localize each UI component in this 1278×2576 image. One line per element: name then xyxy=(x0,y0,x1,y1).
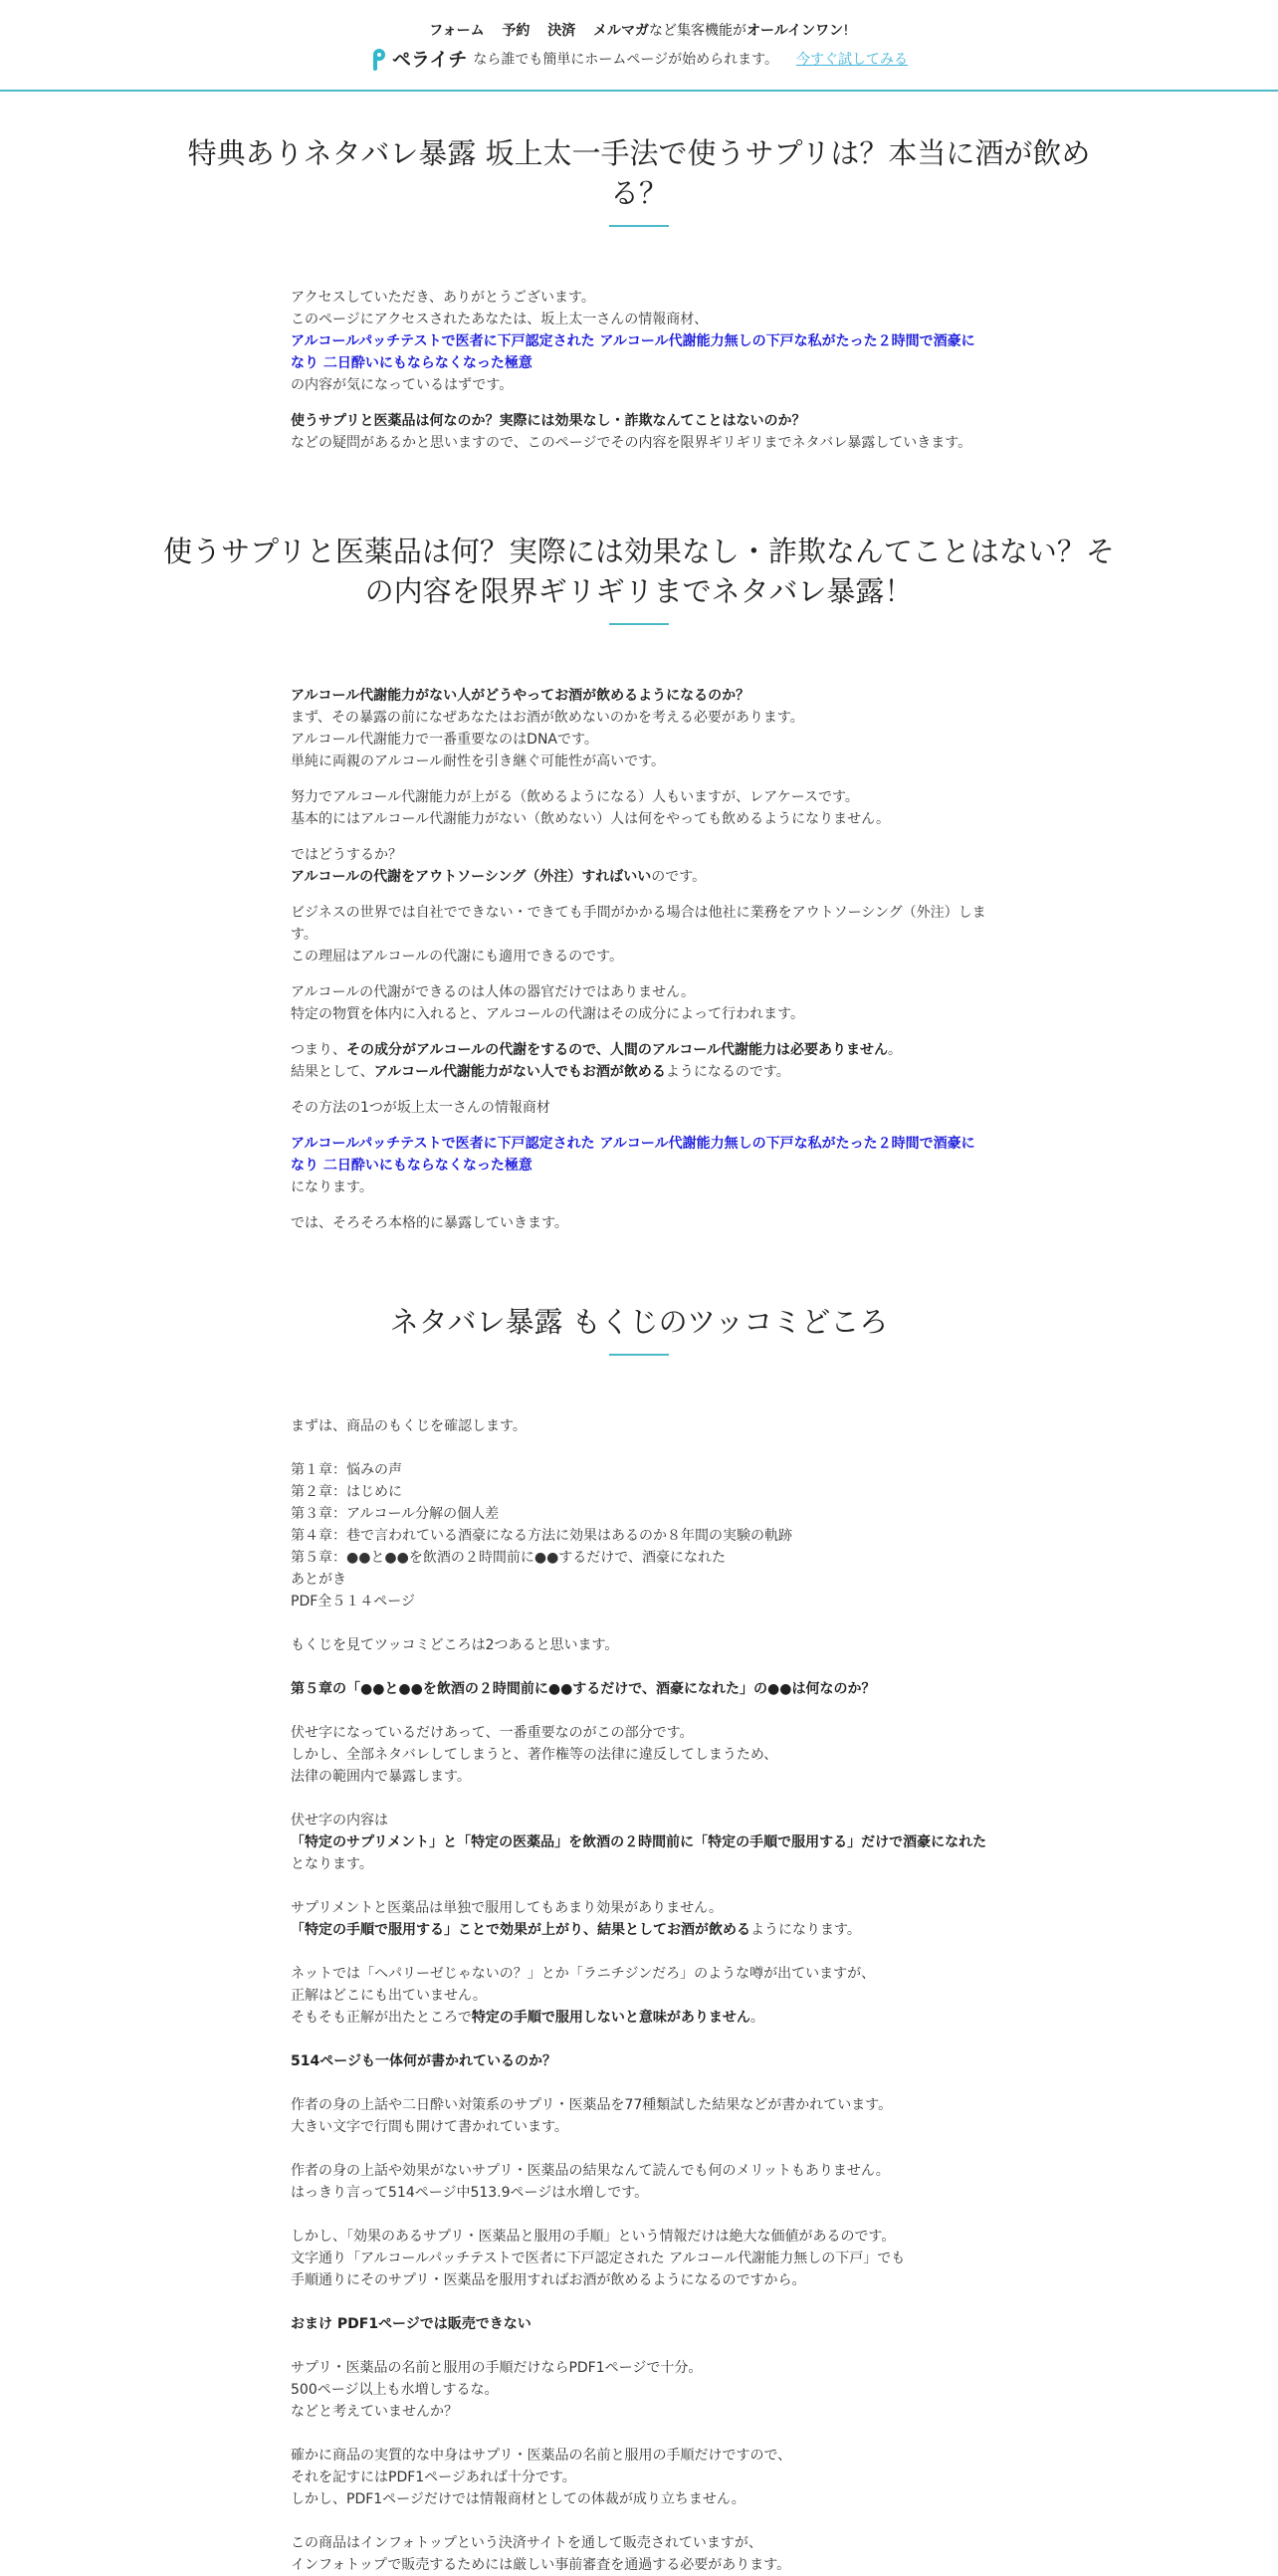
reveal-text-tail: のです。 xyxy=(651,869,707,885)
toc-text: しかし、PDF1ページだけでは情報商材としての体裁が成り立ちません。 xyxy=(291,2491,746,2507)
toc-text: 伏せ字になっているだけあって、一番重要なのがこの部分です。 xyxy=(291,1725,694,1741)
intro-interest: の内容が気になっているはずです。 xyxy=(291,377,514,393)
intro-question: 使うサプリと医薬品は何なのか？実際には効果なし・詐欺なんてことはないのか？ xyxy=(291,413,806,429)
reveal-text xyxy=(291,866,987,888)
reveal-text: では、そろそろ本格的に暴露していきます。 xyxy=(291,1215,568,1231)
toc-item: PDF全５１４ページ xyxy=(291,1594,415,1610)
reveal-text: ではどうするか？ xyxy=(291,847,402,863)
product-link[interactable]: アルコールパッチテストで医者に下戸認定された アルコール代謝能力無しの下戸な私がたった２時間で酒豪になり 二日酔いにもならなくなった極意 xyxy=(291,333,975,371)
intro-section xyxy=(291,287,987,454)
banner-feature-payment: 決済 xyxy=(547,23,576,39)
toc-text: 正解はどこにも出ていません。 xyxy=(291,1988,487,2004)
reveal-text: アルコール代謝能力で一番重要なのはDNAです。 xyxy=(291,732,598,748)
toc-text: 大きい文字で行間も開けて書かれています。 xyxy=(291,2119,568,2135)
toc-section xyxy=(291,1415,987,2576)
emphasis: 特定の手順で服用しないと意味がありません xyxy=(471,2010,750,2026)
banner-feature-mid: など集客機能が xyxy=(649,23,747,39)
toc-text: もくじを見てツッコミどころは2つあると思います。 xyxy=(291,1637,619,1653)
banner-tagline: なら誰でも簡単にホームページが始められます。 xyxy=(473,52,779,68)
try-now-link[interactable]: 今すぐ試してみる xyxy=(796,52,909,68)
toc-text: 文字通り「アルコールパッチテストで医者に下戸認定された アルコール代謝能力無しの下戸」でも xyxy=(291,2251,906,2266)
toc-question: 第５章の「●●と●●を飲酒の２時間前に●●するだけで、酒豪になれた」の●●は何なのか？ xyxy=(291,1681,876,1697)
intro-access: このページにアクセスされたあなたは、坂上太一さんの情報商材、 xyxy=(291,312,709,327)
section-heading-toc: ネタバレ暴露 もくじのツッコミどころ xyxy=(389,1305,889,1339)
toc-text: インフォトップで販売するためには厳しい事前審査を通過する必要があります。 xyxy=(291,2557,791,2573)
reveal-text: 単純に両親のアルコール耐性を引き継ぐ可能性が高いです。 xyxy=(291,753,666,769)
toc-item: 第２章：はじめに xyxy=(291,1484,402,1500)
peraichi-logo[interactable] xyxy=(370,48,467,72)
toc-intro: まずは、商品のもくじを確認します。 xyxy=(291,1418,527,1434)
banner-feature-form: フォーム xyxy=(429,23,485,39)
reveal-text xyxy=(291,1061,987,1083)
toc-question: おまけ PDF1ページでは販売できない xyxy=(291,2316,532,2332)
banner-cta-line xyxy=(0,48,1278,72)
banner-feature-mailmag: メルマガ xyxy=(593,23,650,39)
reveal-section xyxy=(291,685,987,1234)
toc-text: サプリメントと医薬品は単独で服用してもあまり効果がありません。 xyxy=(291,1900,723,1916)
toc-text: ネットでは「ヘパリーゼじゃないの？」とか「ラニチジンだろ」のような噂が出ていますが、 xyxy=(291,1966,876,1982)
peraichi-banner xyxy=(0,0,1278,92)
toc-question: 514ページも一体何が書かれているのか？ xyxy=(291,2053,556,2069)
toc-text: などと考えていませんか？ xyxy=(291,2404,458,2420)
emphasis: その成分がアルコールの代謝をするので、人間のアルコール代謝能力は必要ありません xyxy=(346,1042,889,1058)
reveal-text: アルコールの代謝ができるのは人体の器官だけではありません。 xyxy=(291,984,695,1000)
toc-text-tail: 。 xyxy=(749,2010,764,2026)
toc-text-tail: ようになります。 xyxy=(750,1922,861,1938)
reveal-text-tail: 。 xyxy=(888,1042,903,1058)
toc-item: 第１章：悩みの声 xyxy=(291,1462,402,1478)
toc-text: 手順通りにそのサプリ・医薬品を服用すればお酒が飲めるようになるのですから。 xyxy=(291,2272,806,2288)
banner-feature-line xyxy=(0,0,1278,42)
intro-thanks: アクセスしていただき、ありがとうございます。 xyxy=(291,290,595,306)
reveal-text: この理屈はアルコールの代謝にも適用できるのです。 xyxy=(291,949,624,965)
reveal-text: まず、その暴露の前になぜあなたはお酒が飲めないのかを考える必要があります。 xyxy=(291,710,804,726)
page-title: 特典ありネタバレ暴露 坂上太一手法で使うサプリは？本当に酒が飲める？ xyxy=(187,136,1091,210)
reveal-text: 特定の物質を体内に入れると、アルコールの代謝はその成分によって行われます。 xyxy=(291,1006,805,1022)
toc-text: 作者の身の上話や効果がないサプリ・医薬品の結果なんて読んでも何のメリットもありません。 xyxy=(291,2163,890,2179)
peraichi-logo-text: ペライチ xyxy=(391,49,468,71)
toc-item: あとがき xyxy=(291,1572,346,1588)
toc-text: はっきり言って514ページ中513.9ページは水増しです。 xyxy=(291,2185,649,2201)
toc-item: 第４章：巷で言われている酒豪になる方法に効果はあるのか８年間の実験の軌跡 xyxy=(291,1528,792,1544)
toc-text: この商品はインフォトップという決済サイトを通して販売されていますが、 xyxy=(291,2535,762,2551)
toc-text: サプリ・医薬品の名前と服用の手順だけならPDF1ページで十分。 xyxy=(291,2360,703,2376)
toc-text xyxy=(291,1919,987,1941)
toc-item: 第３章：アルコール分解の個人差 xyxy=(291,1506,500,1522)
toc-text: それを記すにはPDF1ページあれば十分です。 xyxy=(291,2469,576,2485)
emphasis: 「特定のサプリメント」と「特定の医薬品」を飲酒の２時間前に「特定の手順で服用する」だけで酒豪になれた xyxy=(291,1834,987,1850)
emphasis: アルコールの代謝をアウトソーシング（外注）すればいい xyxy=(291,869,652,885)
toc-text-head: そもそも正解が出たところで xyxy=(291,2010,472,2026)
product-link[interactable]: アルコールパッチテストで医者に下戸認定された アルコール代謝能力無しの下戸な私がたった２時間で酒豪になり 二日酔いにもならなくなった極意 xyxy=(291,1136,975,1174)
section-heading-reveal: 使うサプリと医薬品は何？実際には効果なし・詐欺なんてことはない？その内容を限界ギリギリまでネタバレ暴露！ xyxy=(163,535,1115,608)
banner-feature-end: ! xyxy=(843,23,849,39)
toc-text: 500ページ以上も水増しするな。 xyxy=(291,2382,499,2398)
toc-text: 伏せ字の内容は xyxy=(291,1813,388,1828)
toc-text xyxy=(291,2007,987,2029)
reveal-text: ビジネスの世界では自社でできない・できても手間がかかる場合は他社に業務をアウトソーシング（外注）します。 xyxy=(291,905,986,943)
banner-feature-allinone: オールインワン xyxy=(746,23,844,39)
emphasis: アルコール代謝能力がない人でもお酒が飲める xyxy=(373,1064,666,1080)
reveal-text: 基本的にはアルコール代謝能力がない（飲めない）人は何をやっても飲めるようになりません。 xyxy=(291,811,890,827)
toc-text: 法律の範囲内で暴露します。 xyxy=(291,1769,471,1785)
reveal-text-tail: ようになるのです。 xyxy=(665,1064,790,1080)
toc-text: 確かに商品の実質的な中身はサプリ・医薬品の名前と服用の手順だけですので、 xyxy=(291,2448,792,2464)
toc-text: 作者の身の上話や二日酔い対策系のサプリ・医薬品を77種類試した結果などが書かれています。 xyxy=(291,2097,893,2113)
toc-text: しかし、「効果のあるサプリ・医薬品と服用の手順」という情報だけは絶大な価値があるのです。 xyxy=(291,2229,896,2245)
reveal-text: 努力でアルコール代謝能力が上がる（飲めるようになる）人もいますが、レアケースです。 xyxy=(291,789,859,805)
toc-text: しかし、全部ネタバレしてしまうと、著作権等の法律に違反してしまうため、 xyxy=(291,1747,778,1763)
reveal-text: になります。 xyxy=(291,1180,373,1195)
emphasis: 「特定の手順で服用する」ことで効果が上がり、結果としてお酒が飲める xyxy=(291,1922,750,1938)
reveal-question: アルコール代謝能力がない人がどうやってお酒が飲めるようになるのか？ xyxy=(291,688,750,704)
peraichi-p-icon xyxy=(370,48,388,72)
intro-promise: などの疑問があるかと思いますので、このページでその内容を限界ギリギリまでネタバレ暴露していきます。 xyxy=(291,435,972,451)
reveal-text xyxy=(291,1039,987,1061)
reveal-text: その方法の1つが坂上太一さんの情報商材 xyxy=(291,1100,550,1116)
reveal-text-head: 結果として、 xyxy=(291,1064,374,1080)
banner-feature-reserve: 予約 xyxy=(502,23,531,39)
toc-item: 第５章：●●と●●を飲酒の２時間前に●●するだけで、酒豪になれた xyxy=(291,1550,727,1566)
toc-text: となります。 xyxy=(291,1856,373,1872)
reveal-text-head: つまり、 xyxy=(291,1042,346,1058)
